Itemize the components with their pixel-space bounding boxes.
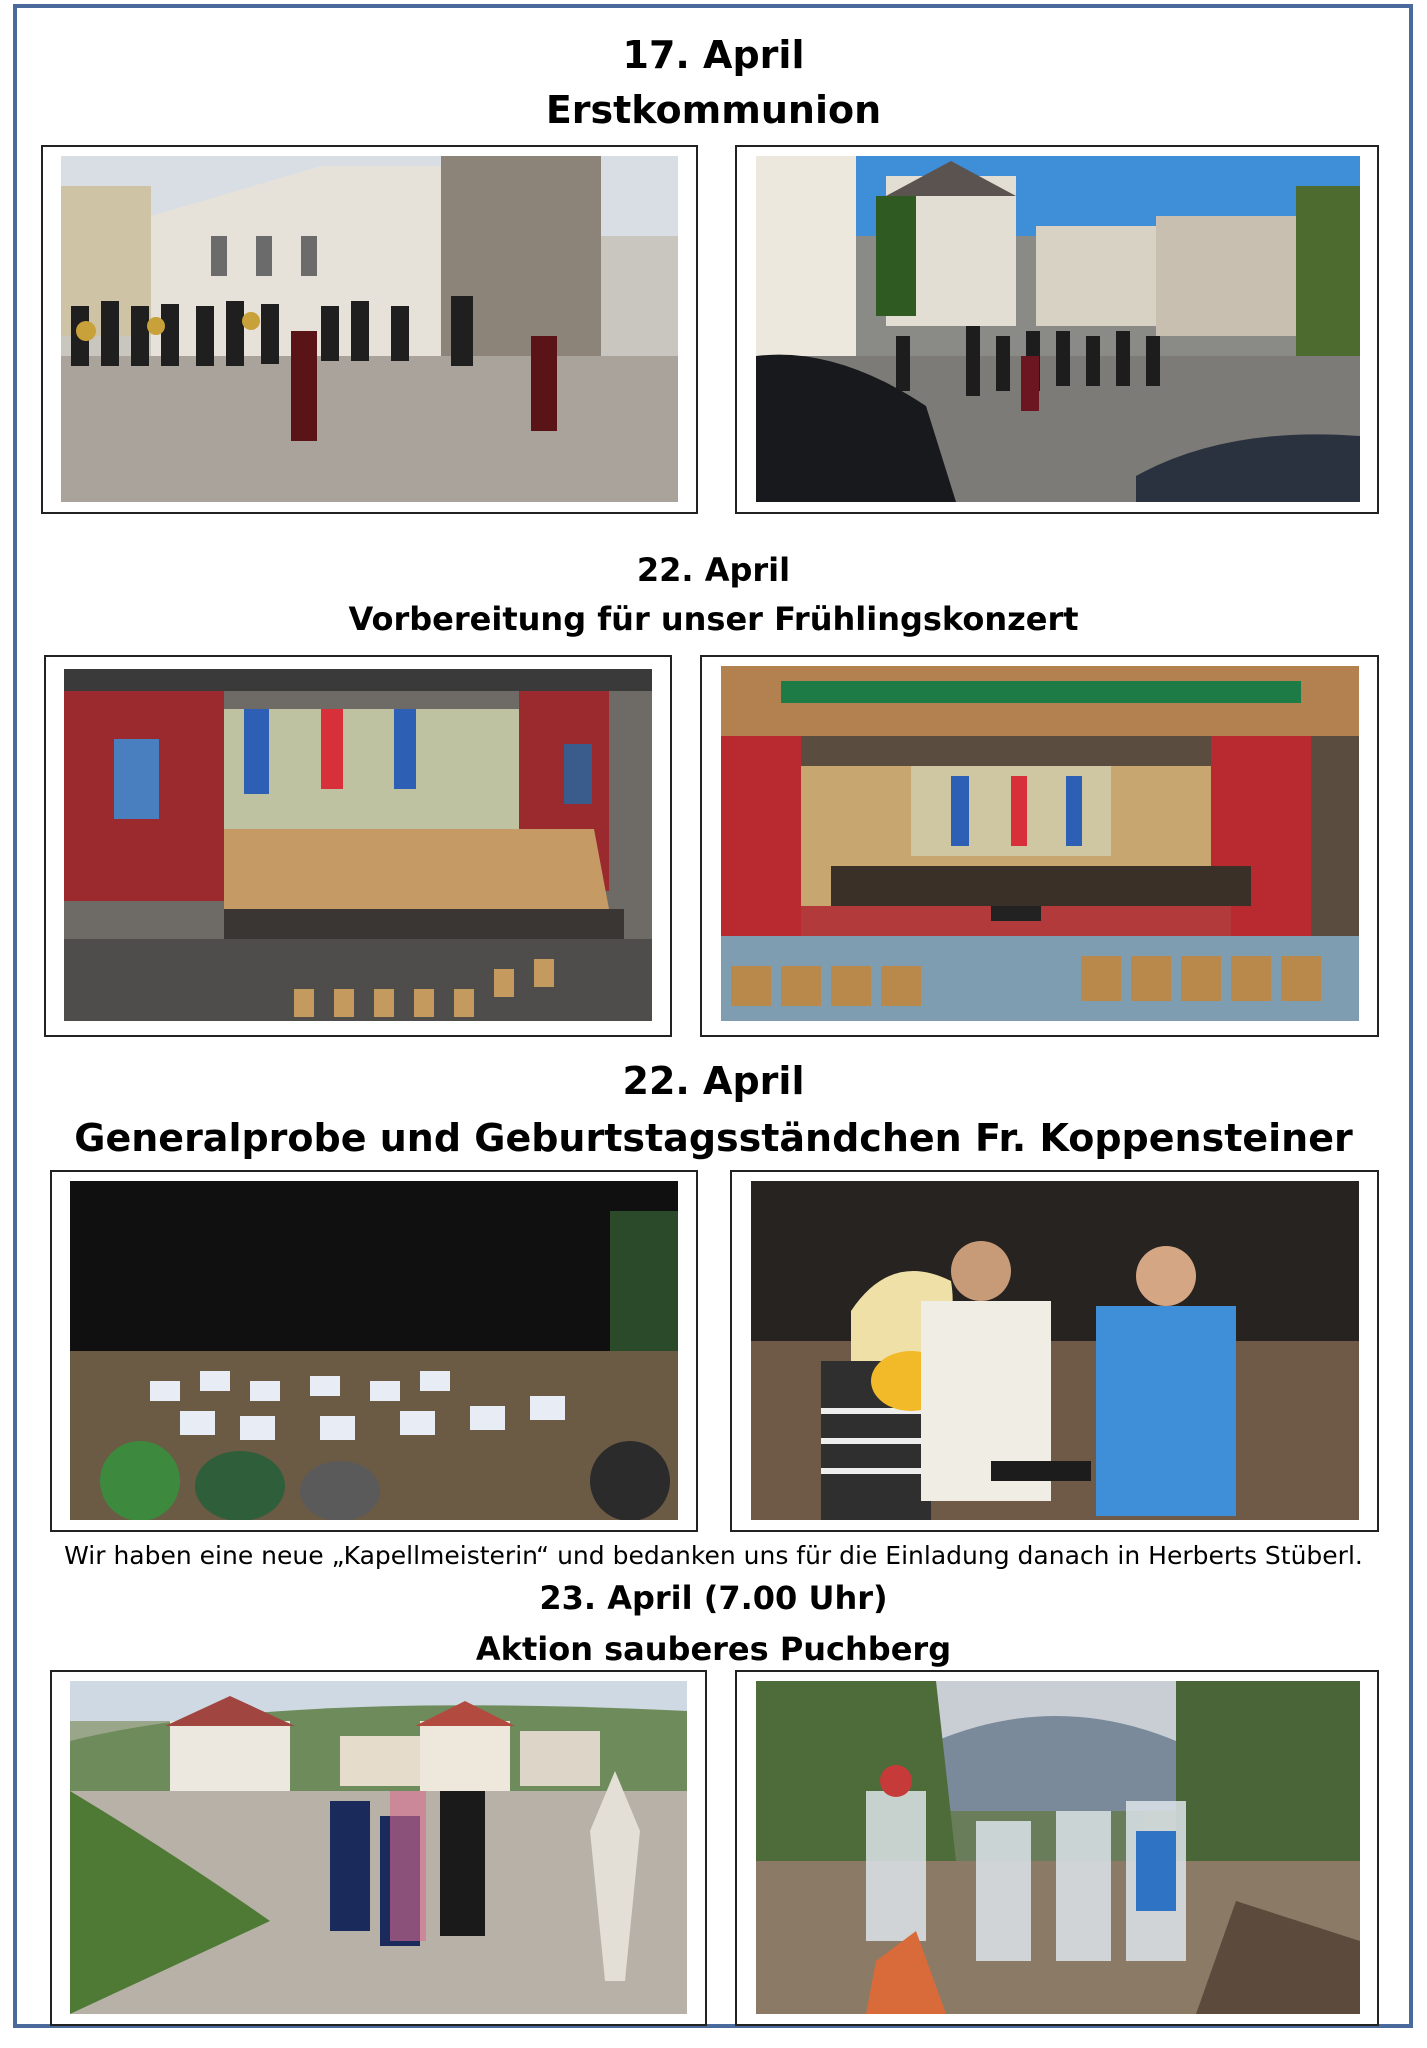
section-2-title: Vorbereitung für unser Frühlingskonzert: [348, 600, 1079, 638]
section-1-title: Erstkommunion: [545, 88, 882, 132]
section-3-photo-1: [70, 1181, 678, 1520]
section-4-date: 23. April (7.00 Uhr): [539, 1579, 888, 1617]
section-1-date: 17. April: [622, 33, 805, 77]
section-3-title: Generalprobe und Geburtstagsständchen Fr. Koppensteiner: [74, 1116, 1353, 1160]
section-4-heading: [0, 1573, 1427, 1675]
section-1-photo-1: [61, 156, 678, 502]
section-1-heading: [0, 26, 1427, 136]
section-4-title: Aktion sauberes Puchberg: [475, 1630, 952, 1668]
section-2-heading: [0, 547, 1427, 645]
section-4-photo-1: [70, 1681, 687, 2014]
section-4-photo-2: [756, 1681, 1360, 2014]
section-2-photo-2: [721, 666, 1359, 1021]
section-3-photo-2: [751, 1181, 1359, 1520]
section-2-photo-1: [64, 669, 652, 1021]
section-3-date: 22. April: [622, 1059, 805, 1103]
section-1-photo-2: [756, 156, 1360, 502]
section-3-heading: [0, 1053, 1427, 1167]
section-2-date: 22. April: [636, 551, 791, 589]
section-3-caption: Wir haben eine neue „Kapellmeisterin“ und bedanken uns für die Einladung danach in Herberts Stüberl.: [64, 1541, 1363, 1570]
